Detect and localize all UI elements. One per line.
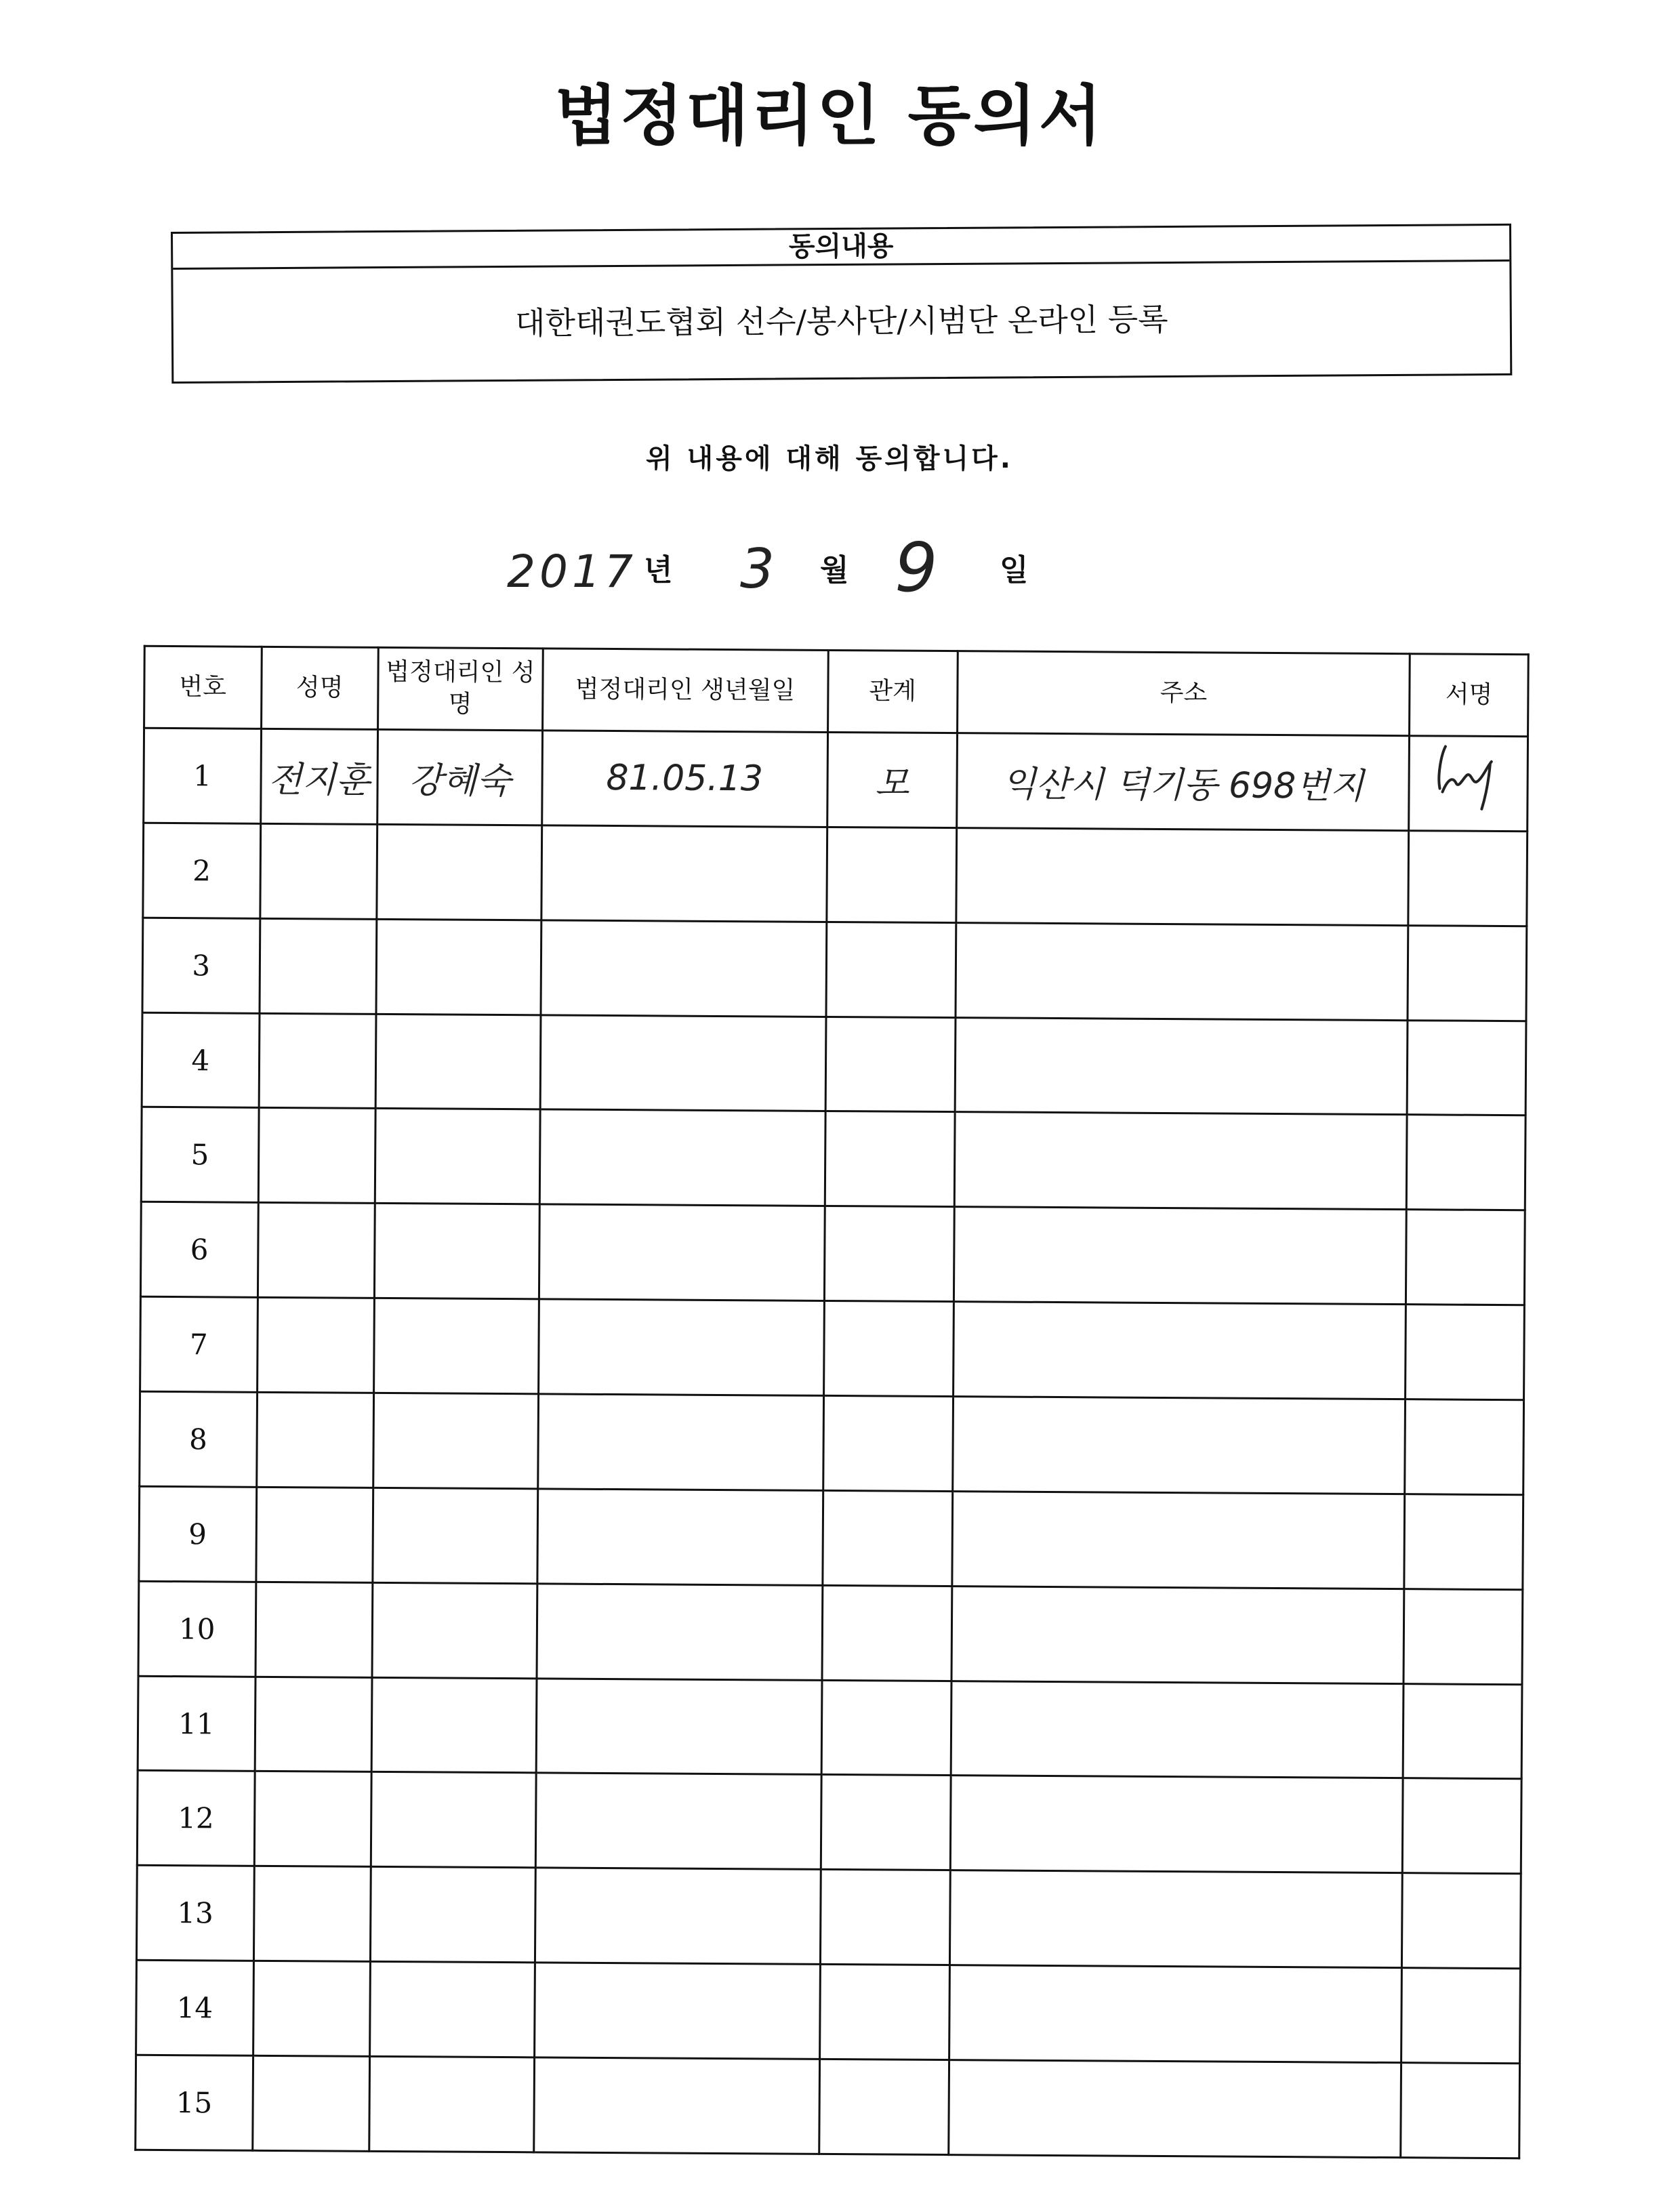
row-signature xyxy=(1409,736,1528,832)
row-signature xyxy=(1401,2063,1520,2158)
row-number: 11 xyxy=(138,1676,255,1771)
table-row xyxy=(140,1296,1525,1399)
date-month: 3 xyxy=(740,537,775,600)
row-guardian-birth xyxy=(533,2057,819,2154)
row-guardian-name xyxy=(372,1582,537,1678)
row-signature xyxy=(1401,1968,1521,2064)
row-name xyxy=(257,1297,374,1393)
row-signature xyxy=(1407,1115,1526,1210)
table-row xyxy=(139,1486,1523,1589)
row-address xyxy=(949,1870,1402,1968)
table-row xyxy=(140,1391,1524,1494)
row-address xyxy=(952,1491,1405,1589)
row-guardian-name xyxy=(377,824,541,920)
date-line xyxy=(0,528,1659,613)
table-row xyxy=(142,1012,1526,1115)
row-number: 2 xyxy=(143,823,260,918)
row-name xyxy=(255,1487,373,1582)
row-guardian-name xyxy=(374,1298,539,1394)
date-day: 9 xyxy=(895,528,938,607)
row-signature xyxy=(1405,1399,1524,1495)
row-number: 3 xyxy=(142,918,260,1013)
row-number: 10 xyxy=(138,1581,255,1677)
row-signature xyxy=(1402,1873,1521,1969)
row-guardian-name xyxy=(373,1488,537,1583)
table-row xyxy=(143,823,1528,926)
row-relation xyxy=(820,1870,950,1965)
row-name xyxy=(252,2055,369,2151)
row-signature xyxy=(1403,1683,1522,1779)
row-relation xyxy=(819,2059,949,2154)
consent-header: 동의내용 xyxy=(173,226,1509,270)
consent-box xyxy=(171,224,1512,384)
row-name xyxy=(254,1771,371,1867)
row-relation xyxy=(822,1585,952,1681)
row-guardian-birth xyxy=(535,1868,821,1964)
date-day-label: 일 xyxy=(1000,553,1029,588)
row-name xyxy=(260,823,377,919)
table-row xyxy=(142,918,1527,1021)
row-signature xyxy=(1406,1305,1525,1400)
header-number: 번호 xyxy=(144,646,262,729)
date-month-label: 월 xyxy=(820,553,849,588)
row-guardian-name xyxy=(370,1962,535,2057)
table-row xyxy=(141,1107,1525,1210)
table-row xyxy=(138,1581,1523,1684)
document-title: 법정대리인 동의서 xyxy=(554,78,1105,154)
row-name xyxy=(260,918,377,1014)
row-address xyxy=(948,2060,1401,2158)
row-guardian-name xyxy=(369,2056,534,2152)
header-guardian-name: 법정대리인 성명 xyxy=(378,647,543,730)
row-guardian-name xyxy=(376,919,541,1015)
row-address xyxy=(955,1017,1408,1115)
row-guardian-name xyxy=(371,1867,535,1963)
row-signature xyxy=(1403,1778,1522,1874)
row-guardian-name: 강혜숙 xyxy=(377,729,542,825)
agreement-statement: 위 내용에 대해 동의합니다. xyxy=(645,443,1013,474)
row-signature xyxy=(1406,1210,1525,1305)
row-number: 8 xyxy=(140,1391,257,1487)
date-year-label: 년 xyxy=(644,553,673,588)
row-address xyxy=(949,1965,1401,2063)
row-address xyxy=(951,1586,1404,1683)
row-relation xyxy=(826,827,956,922)
row-name xyxy=(256,1392,373,1488)
row-name xyxy=(255,1677,372,1772)
date-year: 2017 xyxy=(507,546,637,598)
row-relation xyxy=(821,1680,951,1776)
row-number: 12 xyxy=(137,1771,254,1866)
row-number: 15 xyxy=(136,2055,253,2150)
row-relation: 모 xyxy=(827,732,957,827)
row-name xyxy=(258,1203,375,1298)
guardian-table xyxy=(134,645,1530,2159)
row-address xyxy=(953,1302,1406,1399)
row-relation xyxy=(823,1301,954,1397)
row-number: 14 xyxy=(136,1960,253,2055)
row-guardian-birth xyxy=(537,1584,823,1680)
table-row xyxy=(136,2055,1520,2158)
header-name: 성명 xyxy=(261,647,378,729)
table-row xyxy=(136,1960,1521,2063)
row-guardian-birth xyxy=(535,1773,821,1869)
row-name xyxy=(253,1961,370,2056)
row-name xyxy=(259,1013,376,1109)
header-signature: 서명 xyxy=(1410,654,1528,737)
row-relation xyxy=(823,1395,953,1491)
row-relation xyxy=(825,1017,956,1112)
row-guardian-birth: 81.05.13 xyxy=(541,731,827,827)
row-address xyxy=(954,1207,1406,1305)
row-address xyxy=(956,827,1409,925)
row-name xyxy=(253,1866,371,1962)
table-row xyxy=(137,1771,1521,1874)
row-relation xyxy=(819,1965,949,2060)
row-guardian-birth xyxy=(541,825,827,922)
row-guardian-birth xyxy=(537,1489,823,1585)
row-signature xyxy=(1407,1020,1526,1115)
row-guardian-birth xyxy=(537,1394,823,1490)
row-number: 6 xyxy=(140,1202,258,1298)
row-address xyxy=(954,1112,1407,1210)
row-address xyxy=(952,1397,1405,1494)
header-relation: 관계 xyxy=(827,650,958,733)
table-row xyxy=(140,1202,1525,1305)
row-number: 13 xyxy=(136,1866,253,1961)
row-number: 7 xyxy=(140,1296,258,1392)
row-name xyxy=(255,1582,373,1677)
row-guardian-birth xyxy=(536,1678,822,1774)
row-guardian-birth xyxy=(541,920,827,1017)
row-signature xyxy=(1404,1494,1523,1590)
row-relation xyxy=(823,1490,953,1586)
row-name: 전지훈 xyxy=(260,729,377,824)
table-row xyxy=(136,1866,1521,1969)
row-guardian-birth xyxy=(539,1204,825,1300)
guardian-table-wrapper xyxy=(134,645,1530,2159)
row-address xyxy=(950,1776,1403,1873)
row-number: 5 xyxy=(141,1107,258,1203)
row-relation xyxy=(825,1111,955,1207)
row-signature xyxy=(1408,925,1527,1021)
row-signature xyxy=(1408,831,1528,926)
table-row xyxy=(144,728,1528,831)
header-guardian-birth: 법정대리인 생년월일 xyxy=(542,649,828,733)
row-relation xyxy=(826,922,956,1017)
row-signature xyxy=(1404,1589,1523,1684)
row-guardian-name xyxy=(371,1772,535,1868)
handwritten-signature-icon xyxy=(1427,741,1509,817)
row-number: 9 xyxy=(139,1486,256,1582)
row-guardian-name xyxy=(371,1677,536,1773)
row-address xyxy=(956,922,1408,1020)
row-guardian-name xyxy=(375,1109,539,1204)
row-number: 4 xyxy=(142,1012,259,1108)
row-number: 1 xyxy=(144,728,261,823)
row-guardian-birth xyxy=(539,1109,825,1206)
row-address xyxy=(951,1681,1404,1778)
row-guardian-name xyxy=(373,1393,538,1488)
row-address: 익산시 덕기동 698번지 xyxy=(956,733,1409,831)
row-guardian-name xyxy=(375,1014,540,1109)
row-guardian-birth xyxy=(540,1015,826,1111)
row-guardian-birth xyxy=(534,1963,820,2059)
table-row xyxy=(138,1676,1522,1779)
row-relation xyxy=(824,1206,954,1302)
table-header-row xyxy=(144,646,1529,736)
consent-content: 대한태권도협회 선수/봉사단/시범단 온라인 등록 xyxy=(514,301,1168,342)
header-address: 주소 xyxy=(957,651,1410,736)
row-relation xyxy=(821,1775,951,1870)
row-guardian-birth xyxy=(538,1299,824,1395)
row-guardian-name xyxy=(375,1204,539,1299)
row-name xyxy=(258,1108,375,1204)
